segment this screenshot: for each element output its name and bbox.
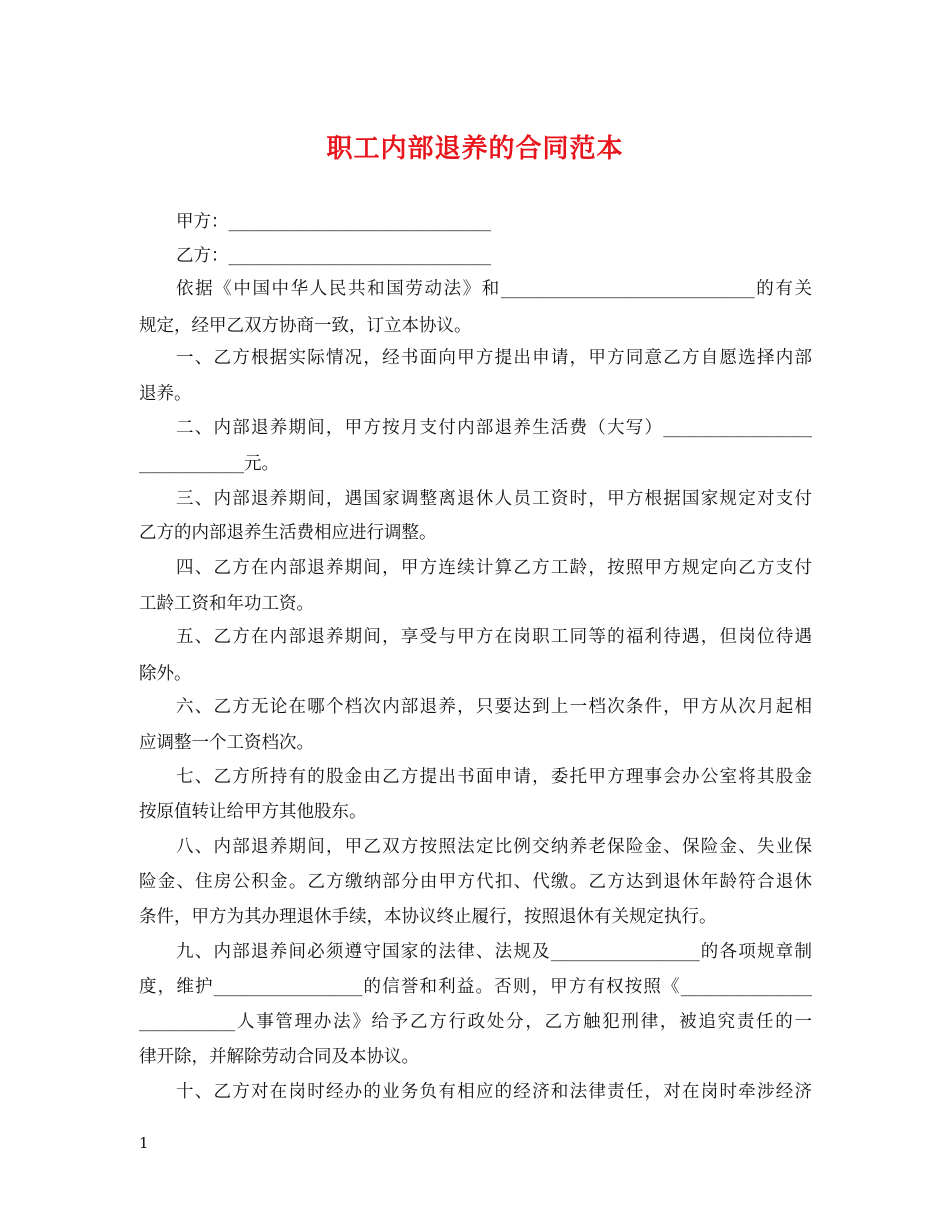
paragraph-line: 应调整一个工资档次。 — [139, 733, 314, 753]
law-blank: _____________________________ — [500, 279, 755, 299]
paragraph-line: 四、乙方在内部退养期间，甲方连续计算乙方工龄，按照甲方规定向乙方支付 — [176, 558, 812, 578]
party-b-blank: ______________________________ — [228, 246, 491, 266]
paragraph-line: ___________人事管理办法》给予乙方行政处分，乙方触犯刑律，被追究责任的一 — [139, 1012, 812, 1032]
paragraph-line: 二、内部退养期间，甲方按月支付内部退养生活费（大写）_________________ — [176, 418, 812, 438]
paragraph-line: 六、乙方无论在哪个档次内部退养，只要达到上一档次条件，甲方从次月起相 — [176, 697, 812, 717]
party-a-line: 甲方：______________________________ — [176, 212, 491, 232]
paragraph-line: 五、乙方在内部退养期间，享受与甲方在岗职工同等的福利待遇，但岗位待遇 — [176, 627, 812, 647]
paragraph-line: 八、内部退养期间，甲乙双方按照法定比例交纳养老保险金、保险金、失业保 — [176, 837, 812, 857]
paragraph-line: ____________元。 — [139, 454, 279, 474]
rules-blank-cont: ___________ — [139, 1012, 236, 1032]
document-title: 职工内部退养的合同范本 — [326, 134, 624, 164]
paragraph-line: 律开除，并解除劳动合同及本协议。 — [139, 1047, 419, 1067]
paragraph-line: 依据《中国中华人民共和国劳动法》和_____________________________的有关 — [176, 279, 813, 299]
paragraph-line: 工龄工资和年功工资。 — [139, 594, 314, 614]
paragraph-line: 七、乙方所持有的股金由乙方提出书面申请，委托甲方理事会办公室将其股金 — [176, 767, 812, 787]
amount-blank-cont: ____________ — [139, 454, 244, 474]
paragraph-line: 除外。 — [139, 664, 192, 684]
rules-blank: _______________ — [680, 977, 813, 997]
paragraph-line: 条件，甲方为其办理退休手续，本协议终止履行，按照退休有关规定执行。 — [139, 907, 717, 927]
amount-blank: _________________ — [663, 418, 812, 438]
paragraph-line: 度，维护_________________的信誉和利益。否则，甲方有权按照《_______________ — [139, 977, 813, 997]
regulation-blank: _________________ — [550, 942, 700, 962]
paragraph-line: 九、内部退养间必须遵守国家的法律、法规及_________________的各项规章制 — [176, 942, 813, 962]
paragraph-line: 按原值转让给甲方其他股东。 — [139, 802, 367, 822]
paragraph-line: 三、内部退养期间，遇国家调整离退休人员工资时，甲方根据国家规定对支付 — [176, 489, 812, 509]
paragraph-line: 乙方的内部退养生活费相应进行调整。 — [139, 523, 437, 543]
reputation-blank: _________________ — [213, 977, 363, 997]
party-a-blank: ______________________________ — [228, 212, 491, 232]
paragraph-line: 退养。 — [139, 384, 192, 404]
party-b-line: 乙方：______________________________ — [176, 246, 491, 266]
paragraph-line: 险金、住房公积金。乙方缴纳部分由甲方代扣、代缴。乙方达到退休年龄符合退休 — [139, 872, 812, 892]
paragraph-line: 十、乙方对在岗时经办的业务负有相应的经济和法律责任，对在岗时牵涉经济 — [176, 1082, 812, 1102]
paragraph-line: 规定，经甲乙双方协商一致，订立本协议。 — [139, 316, 472, 336]
paragraph-line: 一、乙方根据实际情况，经书面向甲方提出申请，甲方同意乙方自愿选择内部 — [176, 348, 812, 368]
page-number: 1 — [139, 1134, 149, 1152]
